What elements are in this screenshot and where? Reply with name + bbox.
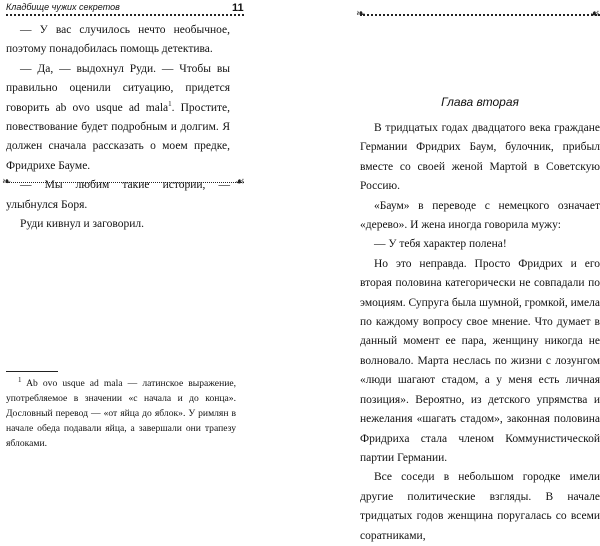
header-dotted-rule	[6, 14, 244, 16]
footnote-divider	[6, 371, 58, 372]
paragraph-text: — Да, — выдохнул Руди. — Чтобы вы правильно оценили ситуацию, придется говорить ab ovo usque ad mala	[6, 62, 230, 114]
end-dotted-rule	[6, 182, 244, 183]
running-title: Кладбище чужих секретов	[6, 2, 120, 12]
corner-ornament-icon: ☙	[590, 8, 600, 20]
paragraph: В тридцатых годах двадцатого века граждане Германии Фридрих Баум, булочник, прибыл вместе со своей женой Мартой в Советскую Россию.	[360, 122, 600, 193]
header-dotted-rule	[360, 14, 600, 16]
page-number: 11	[232, 2, 244, 14]
paragraph: — Мы любим такие истории, — улыбнулся Боря.	[6, 179, 230, 211]
chapter-title: Глава вторая	[441, 95, 519, 109]
corner-ornament-icon: ❧	[2, 176, 12, 188]
left-page	[0, 0, 245, 449]
footnote	[6, 376, 236, 451]
corner-ornament-icon: ☙	[235, 176, 245, 188]
paragraph: «Баум» в переводе с немецкого означает «дерево». И жена иногда говорила мужу:	[360, 199, 600, 232]
paragraph	[6, 60, 230, 176]
corner-ornament-icon: ❧	[356, 8, 366, 20]
paragraph-text-continued: . Простите, повествование будет подробным и долгим. Я должен сначала рассказать о моем предке, Фридрихе Бауме.	[6, 101, 231, 172]
footnote-text: Ab ovo usque ad mala — латинское выражение, употребляемое в значении «с начала и до конца». Дословный перевод — «от яйца до яблок». У римлян в начале обеда подавали яйца, а завершали они трапезу яблоками.	[6, 378, 236, 449]
right-text	[360, 119, 600, 546]
paragraph: — У вас случилось нечто необычное, поэтому понадобилась помощь детектива.	[6, 24, 230, 56]
paragraph: Но это неправда. Просто Фридрих и его вторая половина категорически не совпадали по эмоциям. Супруга была шумной, громкой, имела по каждому вопросу свое мнение. Что думает в данный момент ее пара, женщину никогда не волновало. Марта неслась по жизни с лозунгом «люди шагают стадом, а у меня есть личная позиция». Вероятно, из детского упрямства и нежелания «шагать стадом», законная половина Фридриха стала членом Коммунистической партии Германии.	[360, 257, 600, 464]
footnote-marker: 1	[168, 99, 172, 108]
paragraph: — У тебя характер полена!	[374, 238, 507, 251]
right-page	[352, 0, 600, 542]
footnote-number: 1	[18, 375, 22, 384]
left-text	[6, 21, 230, 234]
paragraph: Все соседи в небольшом городке имели другие политические взгляды. В начале тридцатых годов женщина поругалась со всеми соратниками,	[360, 471, 600, 542]
paragraph: Руди кивнул и заговорил.	[20, 218, 144, 231]
